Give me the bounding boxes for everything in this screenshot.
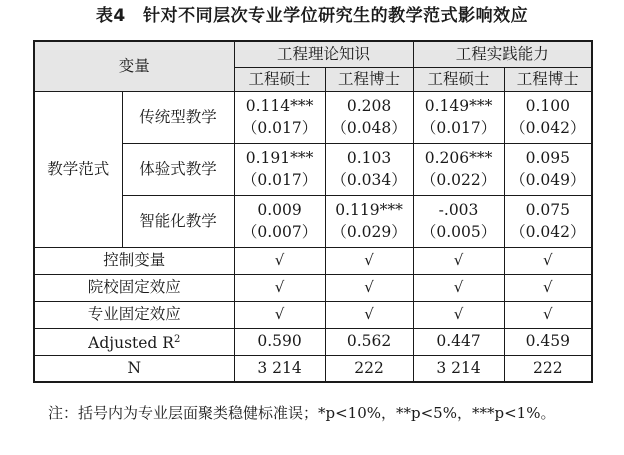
adj-r2-text: Adjusted R — [88, 334, 174, 353]
header-sub: 工程博士 — [325, 67, 413, 91]
coef: 0.100 — [525, 97, 570, 115]
adj-r2-label — [34, 328, 234, 355]
std-error: （0.022） — [420, 171, 497, 189]
main-label: 教学范式 — [34, 91, 122, 247]
table-row — [34, 328, 592, 355]
check-mark: √ — [234, 274, 325, 301]
table-cell — [504, 143, 592, 195]
header-group-practice: 工程实践能力 — [413, 41, 592, 67]
table-cell: 0.590 — [234, 328, 325, 355]
table-cell: 3 214 — [234, 355, 325, 382]
header-sub: 工程硕士 — [413, 67, 504, 91]
table-cell: 222 — [325, 355, 413, 382]
std-error: （0.017） — [241, 119, 318, 137]
std-error: （0.042） — [510, 223, 586, 241]
coef: -.003 — [438, 201, 479, 219]
control-label: 院校固定效应 — [34, 274, 234, 301]
coef: 0.206*** — [424, 149, 493, 167]
row-label: 传统型教学 — [122, 91, 234, 143]
table-cell — [504, 91, 592, 143]
table-row — [34, 355, 592, 382]
check-mark: √ — [504, 247, 592, 274]
row-label: 体验式教学 — [122, 143, 234, 195]
header-group-theory: 工程理论知识 — [234, 41, 413, 67]
std-error: （0.007） — [241, 223, 318, 241]
table-cell — [504, 195, 592, 247]
regression-table — [33, 40, 593, 383]
check-mark: √ — [325, 274, 413, 301]
table-cell: 3 214 — [413, 355, 504, 382]
check-mark: √ — [234, 247, 325, 274]
std-error: （0.049） — [510, 171, 586, 189]
table-cell — [234, 143, 325, 195]
row-label: 智能化教学 — [122, 195, 234, 247]
std-error: （0.034） — [331, 171, 407, 189]
check-mark: √ — [504, 274, 592, 301]
check-mark: √ — [413, 274, 504, 301]
table-cell: 0.447 — [413, 328, 504, 355]
coef: 0.149*** — [424, 97, 493, 115]
coef: 0.095 — [525, 149, 570, 167]
table-cell: 0.459 — [504, 328, 592, 355]
coef: 0.119*** — [335, 201, 403, 219]
check-mark: √ — [234, 301, 325, 328]
table-row — [34, 247, 592, 274]
coef: 0.208 — [346, 97, 392, 115]
table-row — [34, 274, 592, 301]
coef: 0.191*** — [245, 149, 314, 167]
check-mark: √ — [325, 247, 413, 274]
check-mark: √ — [504, 301, 592, 328]
table-cell: 222 — [504, 355, 592, 382]
check-mark: √ — [413, 301, 504, 328]
header-sub: 工程硕士 — [234, 67, 325, 91]
table-cell — [413, 195, 504, 247]
std-error: （0.005） — [420, 223, 497, 241]
check-mark: √ — [413, 247, 504, 274]
table-cell — [234, 195, 325, 247]
header-sub: 工程博士 — [504, 67, 592, 91]
std-error: （0.042） — [510, 119, 586, 137]
adj-r2-sup: 2 — [173, 333, 181, 345]
table-row — [34, 301, 592, 328]
table-cell — [325, 195, 413, 247]
check-mark: √ — [325, 301, 413, 328]
control-label: 专业固定效应 — [34, 301, 234, 328]
table-row — [34, 91, 592, 143]
table-cell — [325, 91, 413, 143]
table-cell: 0.562 — [325, 328, 413, 355]
coef: 0.009 — [257, 201, 302, 219]
coef: 0.114*** — [245, 97, 314, 115]
std-error: （0.017） — [420, 119, 497, 137]
control-label: 控制变量 — [34, 247, 234, 274]
header-variable: 变量 — [34, 41, 234, 91]
table-note: 注：括号内为专业层面聚类稳健标准误；*p<10%，**p<5%，***p<1%。 — [48, 404, 556, 422]
table-cell — [413, 91, 504, 143]
std-error: （0.048） — [331, 119, 407, 137]
n-label: N — [34, 355, 234, 382]
std-error: （0.017） — [241, 171, 318, 189]
table-cell — [413, 143, 504, 195]
std-error: （0.029） — [331, 223, 407, 241]
coef: 0.103 — [346, 149, 392, 167]
table-title: 表4 针对不同层次专业学位研究生的教学范式影响效应 — [95, 6, 529, 26]
table-cell — [234, 91, 325, 143]
table-cell — [325, 143, 413, 195]
coef: 0.075 — [525, 201, 570, 219]
